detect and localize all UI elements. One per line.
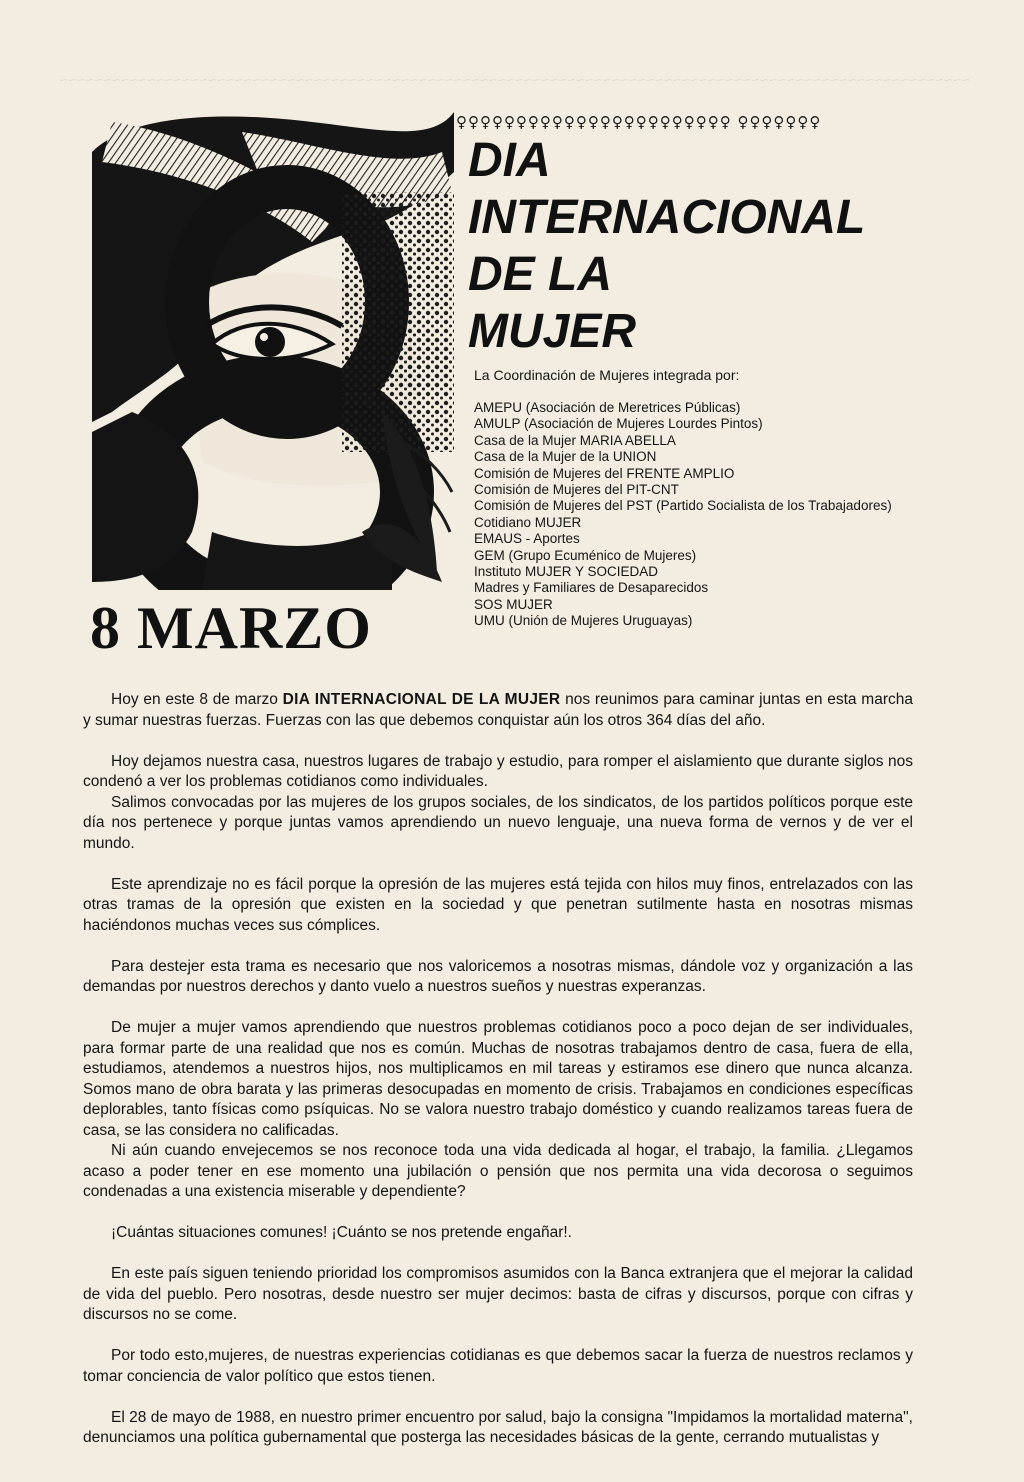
page-title	[468, 132, 865, 360]
organization-item: Cotidiano MUJER	[474, 514, 582, 530]
paragraph: Este aprendizaje no es fácil porque la opresión de las mujeres está tejida con hilos muy finos, entrelazados con las otras tramas de la opresión que existen en la sociedad y que penetran sutilmente hasta en nosotras mismas haciéndonos muchas veces sus cómplices.	[83, 875, 913, 934]
title-line: DE LA	[468, 248, 612, 301]
paragraph	[83, 690, 913, 731]
paragraph: De mujer a mujer vamos aprendiendo que nuestros problemas cotidianos poco a poco dejan de ser individuales, para formar parte de una realidad que nos es común. Muchas de nosotras trabajamos dentro de casa, fuera de ella, estudiamos, atendemos a nuestros hijos, nos multiplicamos en mil tareas y estiramos ese dinero que nunca alcanza. Somos mano de obra barata y las primeras desocupadas en momento de crisis. Trabajamos en condiciones específicas deplorables, tanto físicas como psíquicas. No se valora nuestro trabajo doméstico y cuando realizamos tareas fuera de casa, se las considera no calificadas.	[83, 1019, 913, 1139]
title-line: INTERNACIONAL	[468, 191, 866, 244]
organization-item: Instituto MUJER Y SOCIEDAD	[474, 564, 659, 580]
paragraph: ¡Cuántas situaciones comunes! ¡Cuánto se nos pretende engañar!.	[111, 1224, 572, 1241]
paragraph-text: Hoy en este 8 de marzo	[111, 691, 283, 708]
organization-item: SOS MUJER	[474, 596, 553, 612]
paragraph: Salimos convocadas por las mujeres de los grupos sociales, de los sindicatos, de los partidos políticos porque este día nos pertenece y porque juntas vamos aprendiendo un nuevo lenguaje, una nueva forma de vernos y de ver el mundo.	[83, 793, 913, 852]
reverse-side-bleed-through: ~~~~~~~~~~~~~~~~~~~~~~~~~~~~~~~~~~~~~~~~~~~~~~~~~~~~~~~~~~~~~~~~~~~~~~~~~~~~~~~~~~~~~~~~~~~~~~~~~~~~~~~~	[58, 72, 970, 89]
paragraph: Hoy dejamos nuestra casa, nuestros lugares de trabajo y estudio, para romper el aislamiento que durante siglos nos condenó a ver los problemas cotidianos como individuales.	[83, 752, 913, 790]
paragraph: Ni aún cuando envejecemos se nos reconoce toda una vida dedicada al hogar, el trabajo, la familia. ¿Llegamos acaso a poder tener en ese momento una jubilación o pensión que nos permita una vida decorosa o seguimos condenadas a una existencia miserable y dependiente?	[83, 1142, 913, 1200]
organization-item: UMU (Unión de Mujeres Uruguayas)	[474, 613, 693, 629]
body-text	[83, 690, 913, 1449]
organization-item: Casa de la Mujer MARIA ABELLA	[474, 432, 676, 448]
woman-face-number-8-illustration	[92, 112, 454, 590]
organization-item: Comisión de Mujeres del PIT-CNT	[474, 482, 679, 498]
organization-item: GEM (Grupo Ecuménico de Mujeres)	[474, 547, 697, 563]
title-line: DIA	[468, 134, 551, 187]
date-heading: 8 MARZO	[90, 595, 372, 661]
title-line: MUJER	[468, 305, 637, 358]
paragraph-text: nos reunimos para caminar juntas en esta marcha y sumar nuestras fuerzas. Fuerzas con las que debemos conquistar aún los otros 364 días del año.	[83, 691, 913, 729]
organization-item: Casa de la Mujer de la UNION	[474, 449, 657, 465]
organization-item: AMEPU (Asociación de Meretrices Públicas)	[474, 400, 741, 415]
coordination-intro: La Coordinación de Mujeres integrada por:	[474, 367, 740, 383]
organization-list	[474, 400, 892, 630]
organization-item: Comisión de Mujeres del FRENTE AMPLIO	[474, 465, 735, 481]
organization-item: AMULP (Asociación de Mujeres Lourdes Pintos)	[474, 416, 763, 432]
venus-symbol-row: ♀♀♀♀♀♀♀♀♀♀♀♀♀♀♀♀♀♀♀♀♀♀♀ ♀♀♀♀♀♀♀	[456, 113, 822, 131]
emphasis-text: DIA INTERNACIONAL DE LA MUJER	[282, 691, 561, 708]
organization-item: Madres y Familiares de Desaparecidos	[474, 580, 709, 596]
paragraph: En este país siguen teniendo prioridad los compromisos asumidos con la Banca extranjera que el mejorar la calidad de vida del pueblo. Pero nosotras, desde nuestro ser mujer decimos: basta de cifras y discursos, porque con cifras y discursos no se come.	[83, 1265, 913, 1323]
paragraph: Por todo esto,mujeres, de nuestras experiencias cotidianas es que debemos sacar la fuerza de nuestros reclamos y tomar conciencia de valor político que estos tienen.	[83, 1347, 913, 1385]
paragraph: El 28 de mayo de 1988, en nuestro primer encuentro por salud, bajo la consigna "Impidamos la mortalidad materna", denunciamos una política gubernamental que posterga las necesidades básicas de la gente, cerrando mutualistas y	[83, 1408, 913, 1446]
organization-item: EMAUS - Aportes	[474, 531, 580, 547]
organization-item: Comisión de Mujeres del PST (Partido Socialista de los Trabajadores)	[474, 498, 892, 514]
paragraph: Para destejer esta trama es necesario que nos valoricemos a nosotras mismas, dándole voz y organización a las demandas por nuestros derechos y danto vuelo a nuestros sueños y nuestras experanzas.	[83, 957, 913, 995]
